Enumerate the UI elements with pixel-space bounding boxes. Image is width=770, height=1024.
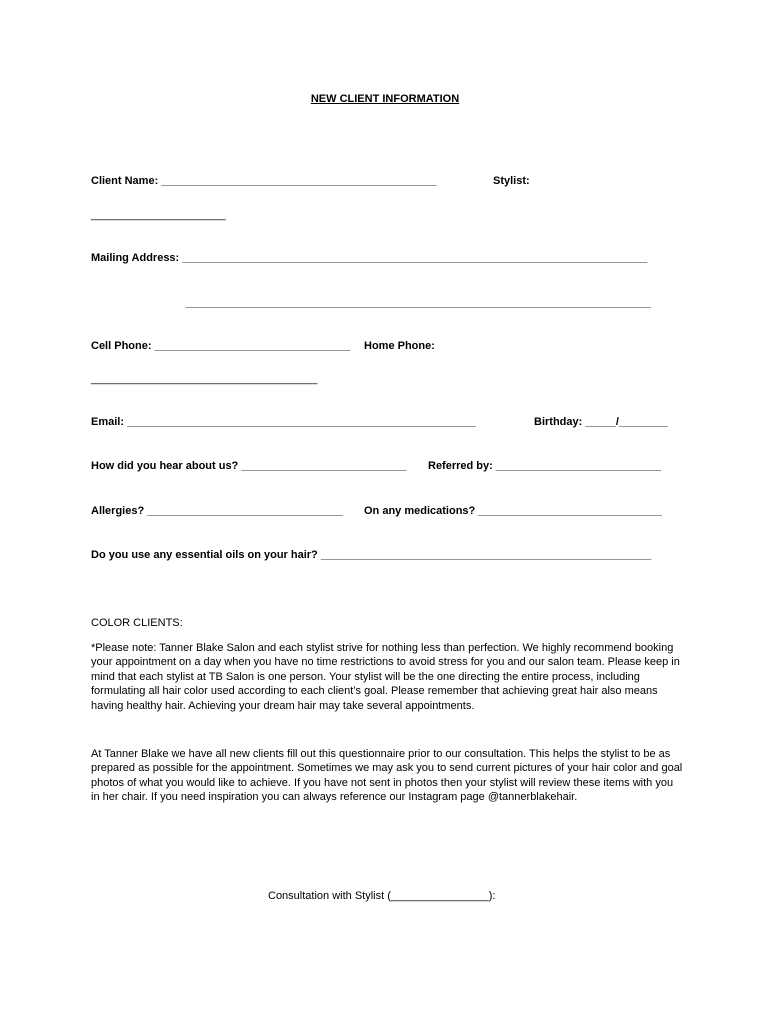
page-title: NEW CLIENT INFORMATION — [310, 93, 460, 105]
referred-by-field[interactable]: Referred by: ___________________________ — [428, 460, 662, 472]
medications-field[interactable]: On any medications? ______________________________ — [364, 505, 662, 517]
allergies-field[interactable]: Allergies? ________________________________ — [91, 505, 344, 517]
client-name-field[interactable]: Client Name: _____________________________________________ — [91, 175, 437, 187]
questionnaire-intro: At Tanner Blake we have all new clients fill out this questionnaire prior to our consultation. This helps the stylist to be as prepared as possible for the appointment. Sometimes we may ask you to send current pictures of your hair color and goal photos of what you would like to achieve. If you have not sent in photos then your stylist will review these items with you in her chair. If you need inspiration you can always reference our Instagram page @tannerblakehair. — [91, 748, 683, 804]
essential-oils-field[interactable]: Do you use any essential oils on your hair? ______________________________________________________ — [91, 549, 652, 561]
color-clients-note: *Please note: Tanner Blake Salon and each stylist strive for nothing less than perfection. We highly recommend booking your appointment on a day when you have no time restrictions to avoid stress for you and our salon team. Please keep in mind that each stylist at TB Salon is one person. Your stylist will be the one directing the entire process, including formulating all hair color used according to each client’s goal. Please remember that achieving great hair also means having healthy hair. Achieving your dream hair may take several appointments. — [91, 642, 680, 712]
cell-phone-field[interactable]: Cell Phone: ________________________________ — [91, 340, 351, 352]
consultation-field[interactable]: Consultation with Stylist (________________): — [268, 890, 496, 902]
stylist-field[interactable]: ______________________ — [91, 209, 226, 221]
home-phone-field[interactable]: _____________________________________ — [91, 373, 318, 385]
email-field[interactable]: Email: _________________________________________________________ — [91, 416, 476, 428]
birthday-field[interactable]: Birthday: _____/________ — [534, 416, 668, 428]
stylist-label: Stylist: — [493, 175, 530, 187]
mailing-address-field[interactable]: Mailing Address: ____________________________________________________________________________ — [91, 252, 648, 264]
hear-about-us-field[interactable]: How did you hear about us? ___________________________ — [91, 460, 407, 472]
home-phone-label: Home Phone: — [364, 340, 435, 352]
color-clients-heading: COLOR CLIENTS: — [91, 617, 183, 629]
mailing-address-line2-field[interactable]: ____________________________________________________________________________ — [186, 297, 651, 309]
